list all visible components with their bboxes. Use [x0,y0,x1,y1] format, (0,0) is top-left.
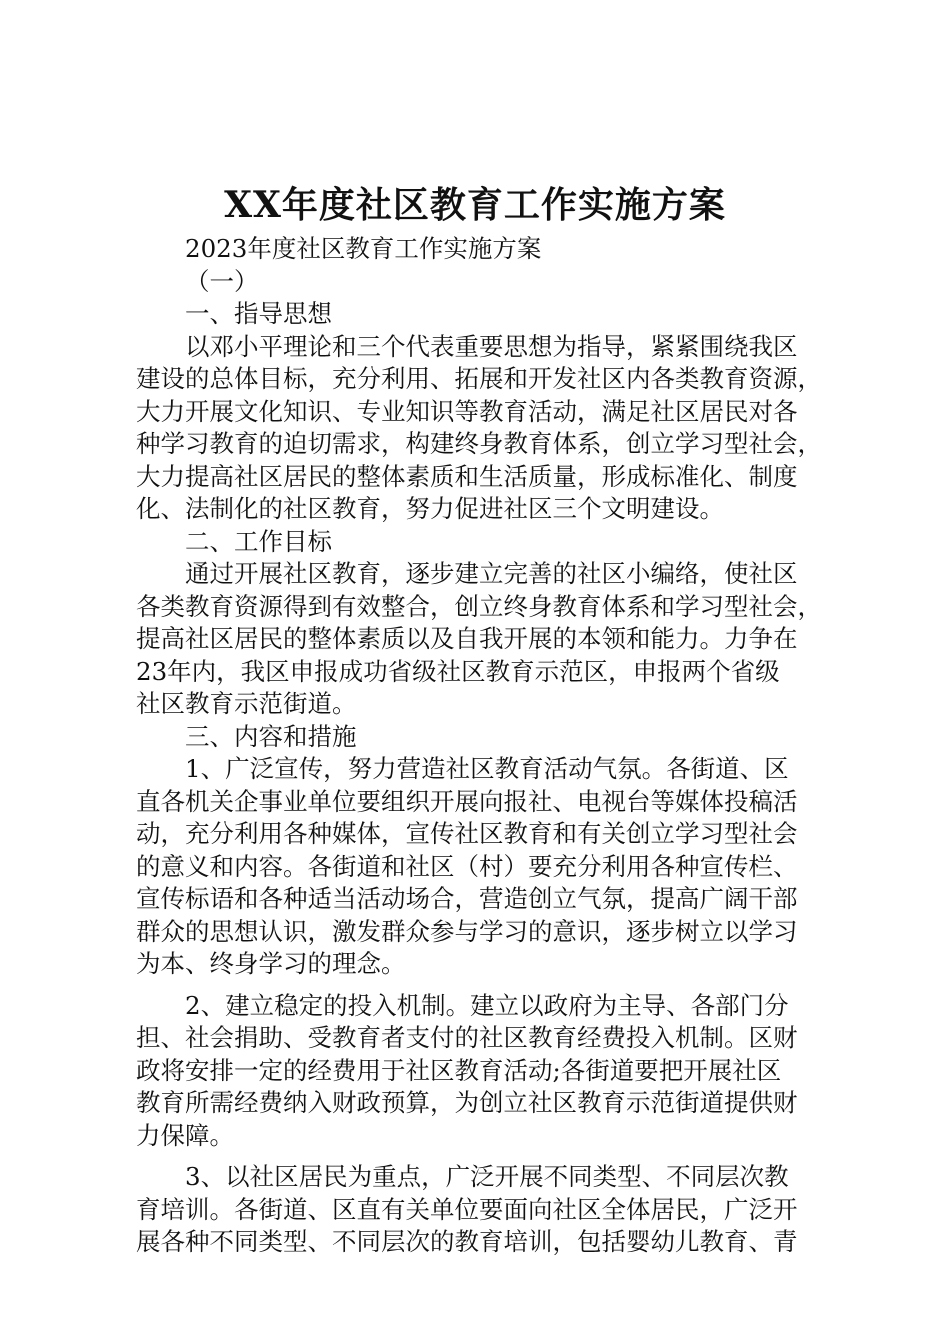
paragraph-line: 1、广泛宣传，努力营造社区教育活动气氛。各街道、区 [185,754,789,783]
paragraph-line: 种学习教育的迫切需求，构建终身教育体系，创立学习型社会， [136,429,822,458]
paragraph-line: 3、以社区居民为重点，广泛开展不同类型、不同层次教 [185,1162,789,1191]
paragraph-line: 以邓小平理论和三个代表重要思想为指导，紧紧围绕我区 [185,331,798,361]
document-subtitle: 2023年度社区教育工作实施方案 [185,234,542,263]
paragraph-line: 大力开展文化知识、专业知识等教育活动，满足社区居民对各 [136,396,798,426]
paragraph-line: 力保障。 [136,1120,234,1150]
paragraph-line: 动，充分利用各种媒体，宣传社区教育和有关创立学习型社会 [136,819,798,848]
section-heading: 三、内容和措施 [185,721,357,751]
paragraph-line: 群众的思想认识，激发群众参与学习的意识，逐步树立以学习 [136,916,798,946]
section-heading: 二、工作目标 [185,526,332,556]
document-title: XX年度社区教育工作实施方案 [224,184,726,226]
paragraph-line: 为本、终身学习的理念。 [136,949,406,978]
paragraph-line: 直各机关企事业单位要组织开展向报社、电视台等媒体投稿活 [136,786,798,816]
paragraph-line: 2、建立稳定的投入机制。建立以政府为主导、各部门分 [185,990,789,1020]
paragraph-line: 育培训。各街道、区直有关单位要面向社区全体居民，广泛开 [136,1194,798,1224]
part-label: （一） [185,266,259,296]
paragraph-line: 展各种不同类型、不同层次的教育培训，包括婴幼儿教育、青 [136,1227,798,1256]
paragraph-line: 社区教育示范街道。 [136,689,357,718]
paragraph-line: 各类教育资源得到有效整合，创立终身教育体系和学习型社会， [136,591,822,621]
paragraph-line: 政将安排一定的经费用于社区教育活动;各街道要把开展社区 [136,1055,782,1085]
paragraph-line: 提高社区居民的整体素质以及自我开展的本领和能力。力争在 [136,624,798,653]
paragraph-line: 的意义和内容。各街道和社区（村）要充分利用各种宣传栏、 [136,851,798,881]
paragraph-line: 大力提高社区居民的整体素质和生活质量，形成标准化、制度 [136,461,798,491]
paragraph-line: 建设的总体目标，充分利用、拓展和开发社区内各类教育资源， [136,364,822,393]
paragraph-line: 23年内，我区申报成功省级社区教育示范区，申报两个省级 [136,656,780,686]
paragraph-line: 化、法制化的社区教育，努力促进社区三个文明建设。 [136,494,724,523]
document-body [136,233,836,1259]
paragraph-line: 通过开展社区教育，逐步建立完善的社区小编络，使社区 [185,559,798,588]
section-heading: 一、指导思想 [185,299,332,328]
paragraph-line: 宣传标语和各种适当活动场合，营造创立气氛，提高广阔干部 [136,884,798,913]
paragraph-line: 担、社会捐助、受教育者支付的社区教育经费投入机制。区财 [136,1023,798,1052]
paragraph-line: 教育所需经费纳入财政预算，为创立社区教育示范街道提供财 [136,1088,798,1117]
